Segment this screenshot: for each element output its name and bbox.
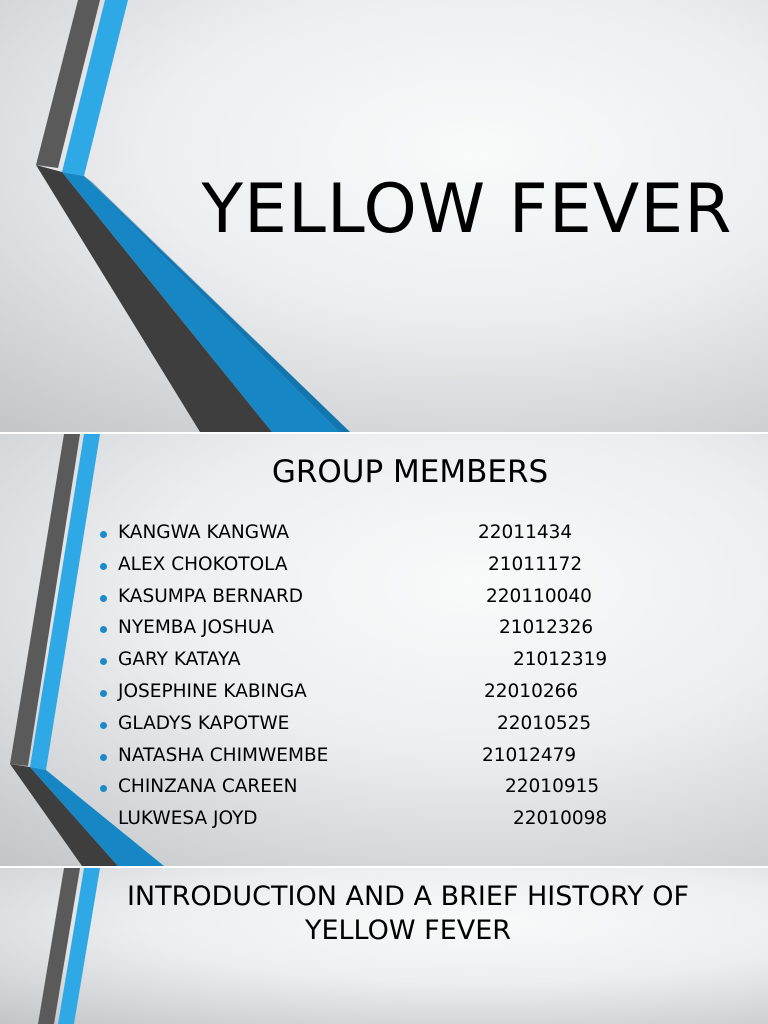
member-name: KANGWA KANGWA: [118, 522, 290, 543]
section-title: GROUP MEMBERS: [271, 454, 549, 490]
member-name: NATASHA CHIMWEMBE: [118, 744, 329, 766]
member-row: [0, 522, 740, 550]
member-row: [0, 681, 740, 709]
bullet-icon: [100, 722, 107, 729]
bullet-icon: [100, 626, 107, 633]
member-row: [0, 776, 740, 804]
introduction-title: [80, 880, 736, 948]
bullet-icon: [100, 531, 107, 538]
member-row: [0, 586, 740, 614]
introduction-title-line2: YELLOW FEVER: [304, 915, 512, 946]
member-name: GLADYS KAPOTWE: [118, 712, 290, 734]
member-name: KASUMPA BERNARD: [118, 585, 304, 607]
member-name: CHINZANA CAREEN: [118, 776, 298, 798]
bullet-icon: [100, 563, 107, 570]
member-row: [0, 745, 740, 773]
member-name: NYEMBA JOSHUA: [118, 617, 274, 639]
bullet-icon: [100, 658, 107, 665]
member-id: 220110040: [486, 585, 592, 607]
member-id: 22010098: [513, 808, 608, 830]
member-id: 22010266: [484, 681, 579, 702]
bullet-icon: [100, 785, 107, 792]
title-slide: [0, 0, 768, 432]
member-id: 21012479: [482, 744, 577, 766]
member-name: LUKWESA JOYD: [118, 808, 258, 830]
member-name: JOSEPHINE KABINGA: [118, 681, 307, 702]
member-name: GARY KATAYA: [118, 649, 241, 671]
member-id: 21012326: [499, 617, 594, 639]
member-row: [0, 713, 740, 741]
bullet-icon: [100, 595, 107, 602]
bullet-icon: [100, 690, 107, 697]
member-id: 22011434: [478, 522, 573, 543]
introduction-title-line1: INTRODUCTION AND A BRIEF HISTORY OF: [126, 881, 690, 912]
member-name: ALEX CHOKOTOLA: [118, 553, 288, 575]
presentation-title: YELLOW FEVER: [201, 170, 733, 249]
introduction-slide: [0, 868, 768, 1024]
member-row: [0, 617, 740, 645]
member-row: [0, 649, 740, 677]
group-members-slide: [0, 434, 768, 866]
member-row: [0, 808, 740, 836]
member-row: [0, 554, 740, 582]
member-id: 22010525: [497, 712, 592, 734]
member-id: 21012319: [513, 649, 608, 671]
bullet-icon: [100, 754, 107, 761]
member-id: 21011172: [488, 553, 583, 575]
member-id: 22010915: [505, 776, 600, 798]
